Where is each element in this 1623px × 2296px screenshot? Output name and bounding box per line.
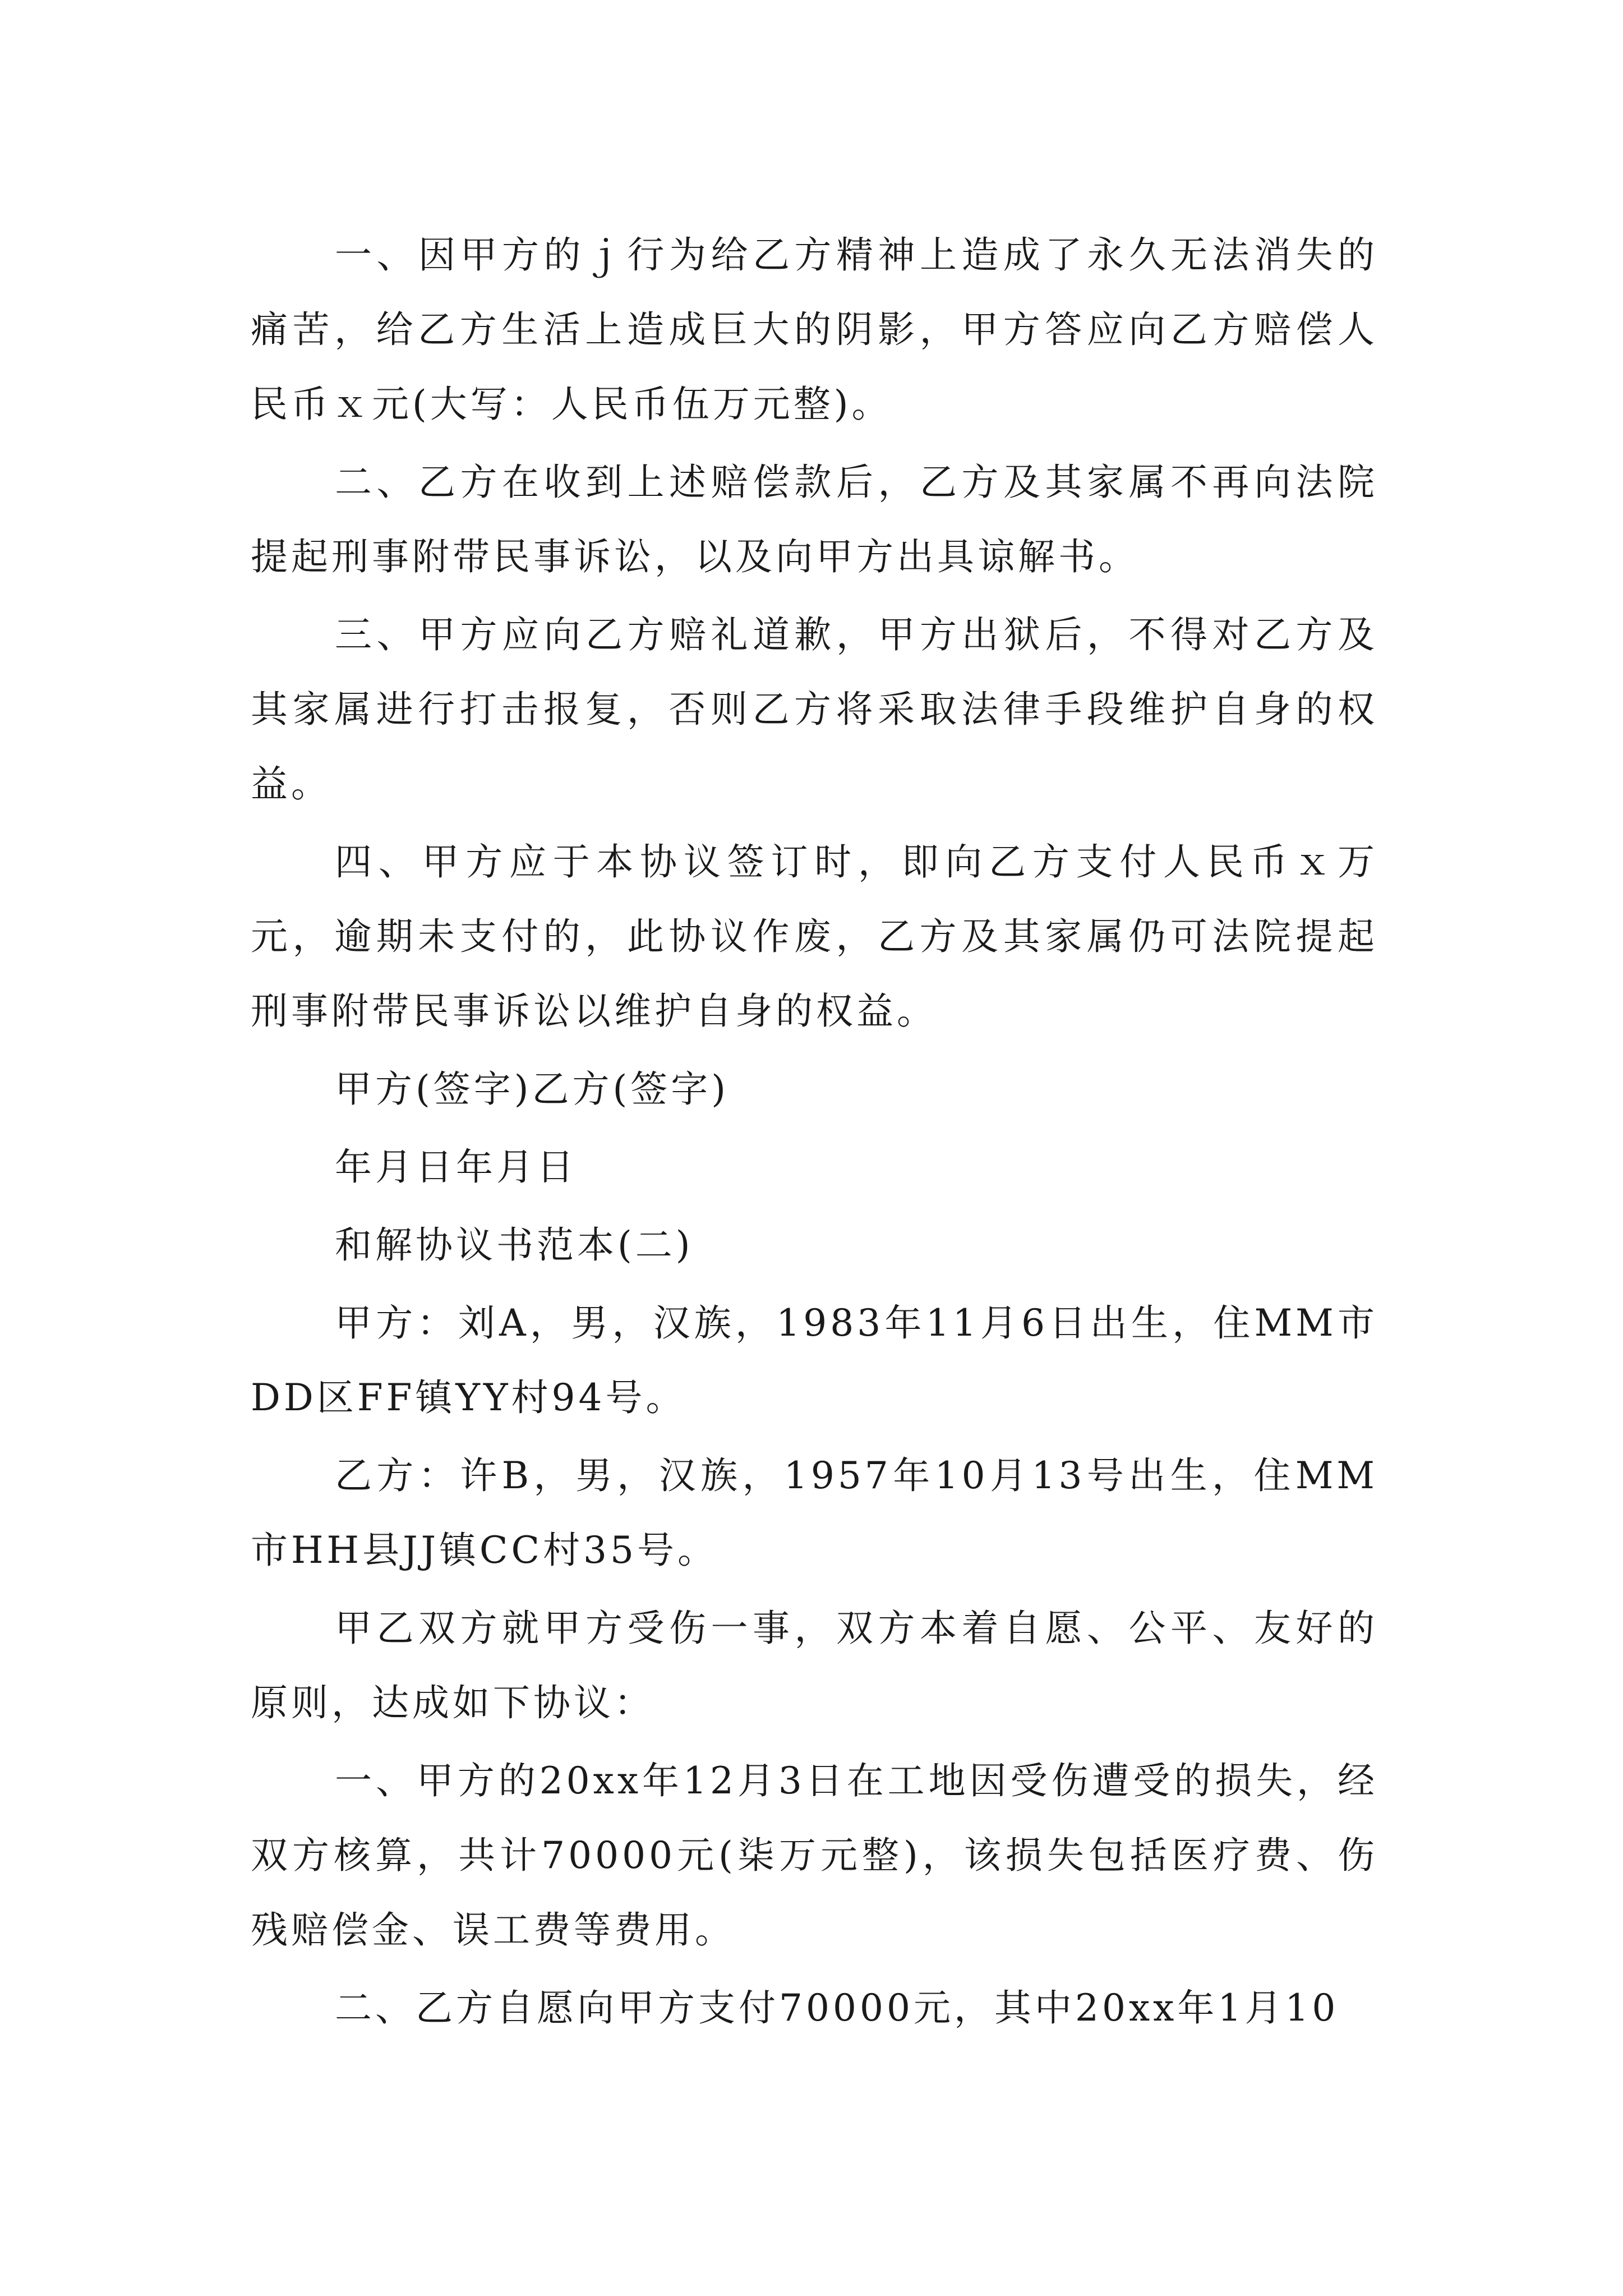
agreement-preamble: 甲乙双方就甲方受伤一事，双方本着自愿、公平、友好的原则，达成如下协议： (251, 1607, 1378, 1724)
clause-1-loss: 一、甲方的20xx年12月3日在工地因受伤遭受的损失，经双方核算，共计70000元(柒万元整)，该损失包括医疗费、伤残赔偿金、误工费等费用。 (251, 1759, 1378, 1952)
signature-line: 甲方(签字)乙方(签字) (335, 1068, 729, 1111)
clause-2-no-lawsuit: 二、乙方在收到上述赔偿款后，乙方及其家属不再向法院提起刑事附带民事诉讼，以及向甲方出具谅解书。 (251, 461, 1378, 578)
clause-1-compensation: 一、因甲方的ｊ行为给乙方精神上造成了永久无法消失的痛苦，给乙方生活上造成巨大的阴影，甲方答应向乙方赔偿人民币ｘ元(大写：人民币伍万元整)。 (251, 233, 1378, 426)
clause-2-payment-partial: 二、乙方自愿向甲方支付70000元，其中20xx年1月10 (335, 1986, 1339, 2030)
party-a-info: 甲方：刘A，男，汉族，1983年11月6日出生，住MM市DD区FF镇YY村94号。 (251, 1301, 1378, 1419)
party-b-info: 乙方：许B，男，汉族，1957年10月13号出生，住MM市HH县JJ镇CC村35号。 (251, 1454, 1378, 1572)
clause-3-apology: 三、甲方应向乙方赔礼道歉，甲方出狱后，不得对乙方及其家属进行打击报复，否则乙方将采取法律手段维护自身的权益。 (251, 613, 1378, 806)
clause-4-payment: 四、甲方应于本协议签订时，即向乙方支付人民币ｘ万元，逾期未支付的，此协议作废，乙方及其家属仍可法院提起刑事附带民事诉讼以维护自身的权益。 (251, 840, 1378, 1033)
date-line: 年月日年月日 (335, 1145, 577, 1189)
section-title: 和解协议书范本(二) (335, 1223, 694, 1267)
document-page (251, 218, 1378, 2049)
